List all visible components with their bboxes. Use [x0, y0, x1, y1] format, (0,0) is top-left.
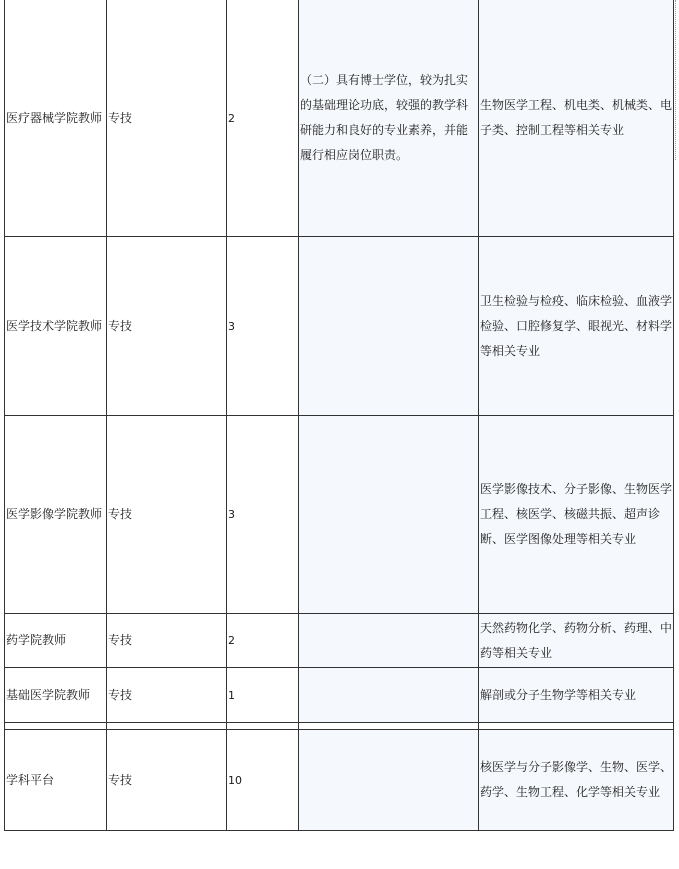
category-cell: 专技: [107, 0, 227, 237]
page-edge-divider: [675, 0, 679, 160]
recruitment-table: [4, 0, 674, 831]
requirement-cell: （二）具有博士学位，较为扎实的基础理论功底，较强的教学科研能力和良好的专业素养，并能履行相应岗位职责。: [299, 0, 479, 237]
count-cell: 3: [227, 237, 299, 416]
majors-cell: 解剖或分子生物学等相关专业: [479, 668, 674, 723]
requirement-cell: [299, 237, 479, 416]
majors-cell: 核医学与分子影像学、生物、医学、药学、生物工程、化学等相关专业: [479, 730, 674, 831]
majors-cell: 天然药物化学、药物分析、药理、中药等相关专业: [479, 614, 674, 668]
category-cell: 专技: [107, 730, 227, 831]
table-row-spacer: [4, 723, 674, 730]
table-row: [4, 730, 674, 831]
majors-cell: 生物医学工程、机电类、机械类、电子类、控制工程等相关专业: [479, 0, 674, 237]
requirement-cell: [299, 416, 479, 614]
table-row: [4, 668, 674, 723]
count-cell: 2: [227, 614, 299, 668]
category-cell: 专技: [107, 237, 227, 416]
majors-cell: 医学影像技术、分子影像、生物医学工程、核医学、核磁共振、超声诊断、医学图像处理等相关专业: [479, 416, 674, 614]
requirement-cell: [299, 730, 479, 831]
position-cell: 基础医学院教师: [4, 668, 107, 723]
position-cell: 药学院教师: [4, 614, 107, 668]
table-row: [4, 614, 674, 668]
requirement-cell: [299, 668, 479, 723]
position-cell: 医学技术学院教师: [4, 237, 107, 416]
position-cell: 医疗器械学院教师: [4, 0, 107, 237]
table-row: [4, 416, 674, 614]
requirement-cell: [299, 614, 479, 668]
category-cell: 专技: [107, 614, 227, 668]
count-cell: 2: [227, 0, 299, 237]
count-cell: 10: [227, 730, 299, 831]
table-row: [4, 0, 674, 237]
table-row: [4, 237, 674, 416]
count-cell: 1: [227, 668, 299, 723]
majors-cell: 卫生检验与检疫、临床检验、血液学检验、口腔修复学、眼视光、材料学等相关专业: [479, 237, 674, 416]
category-cell: 专技: [107, 668, 227, 723]
count-cell: 3: [227, 416, 299, 614]
position-cell: 医学影像学院教师: [4, 416, 107, 614]
position-cell: 学科平台: [4, 730, 107, 831]
category-cell: 专技: [107, 416, 227, 614]
